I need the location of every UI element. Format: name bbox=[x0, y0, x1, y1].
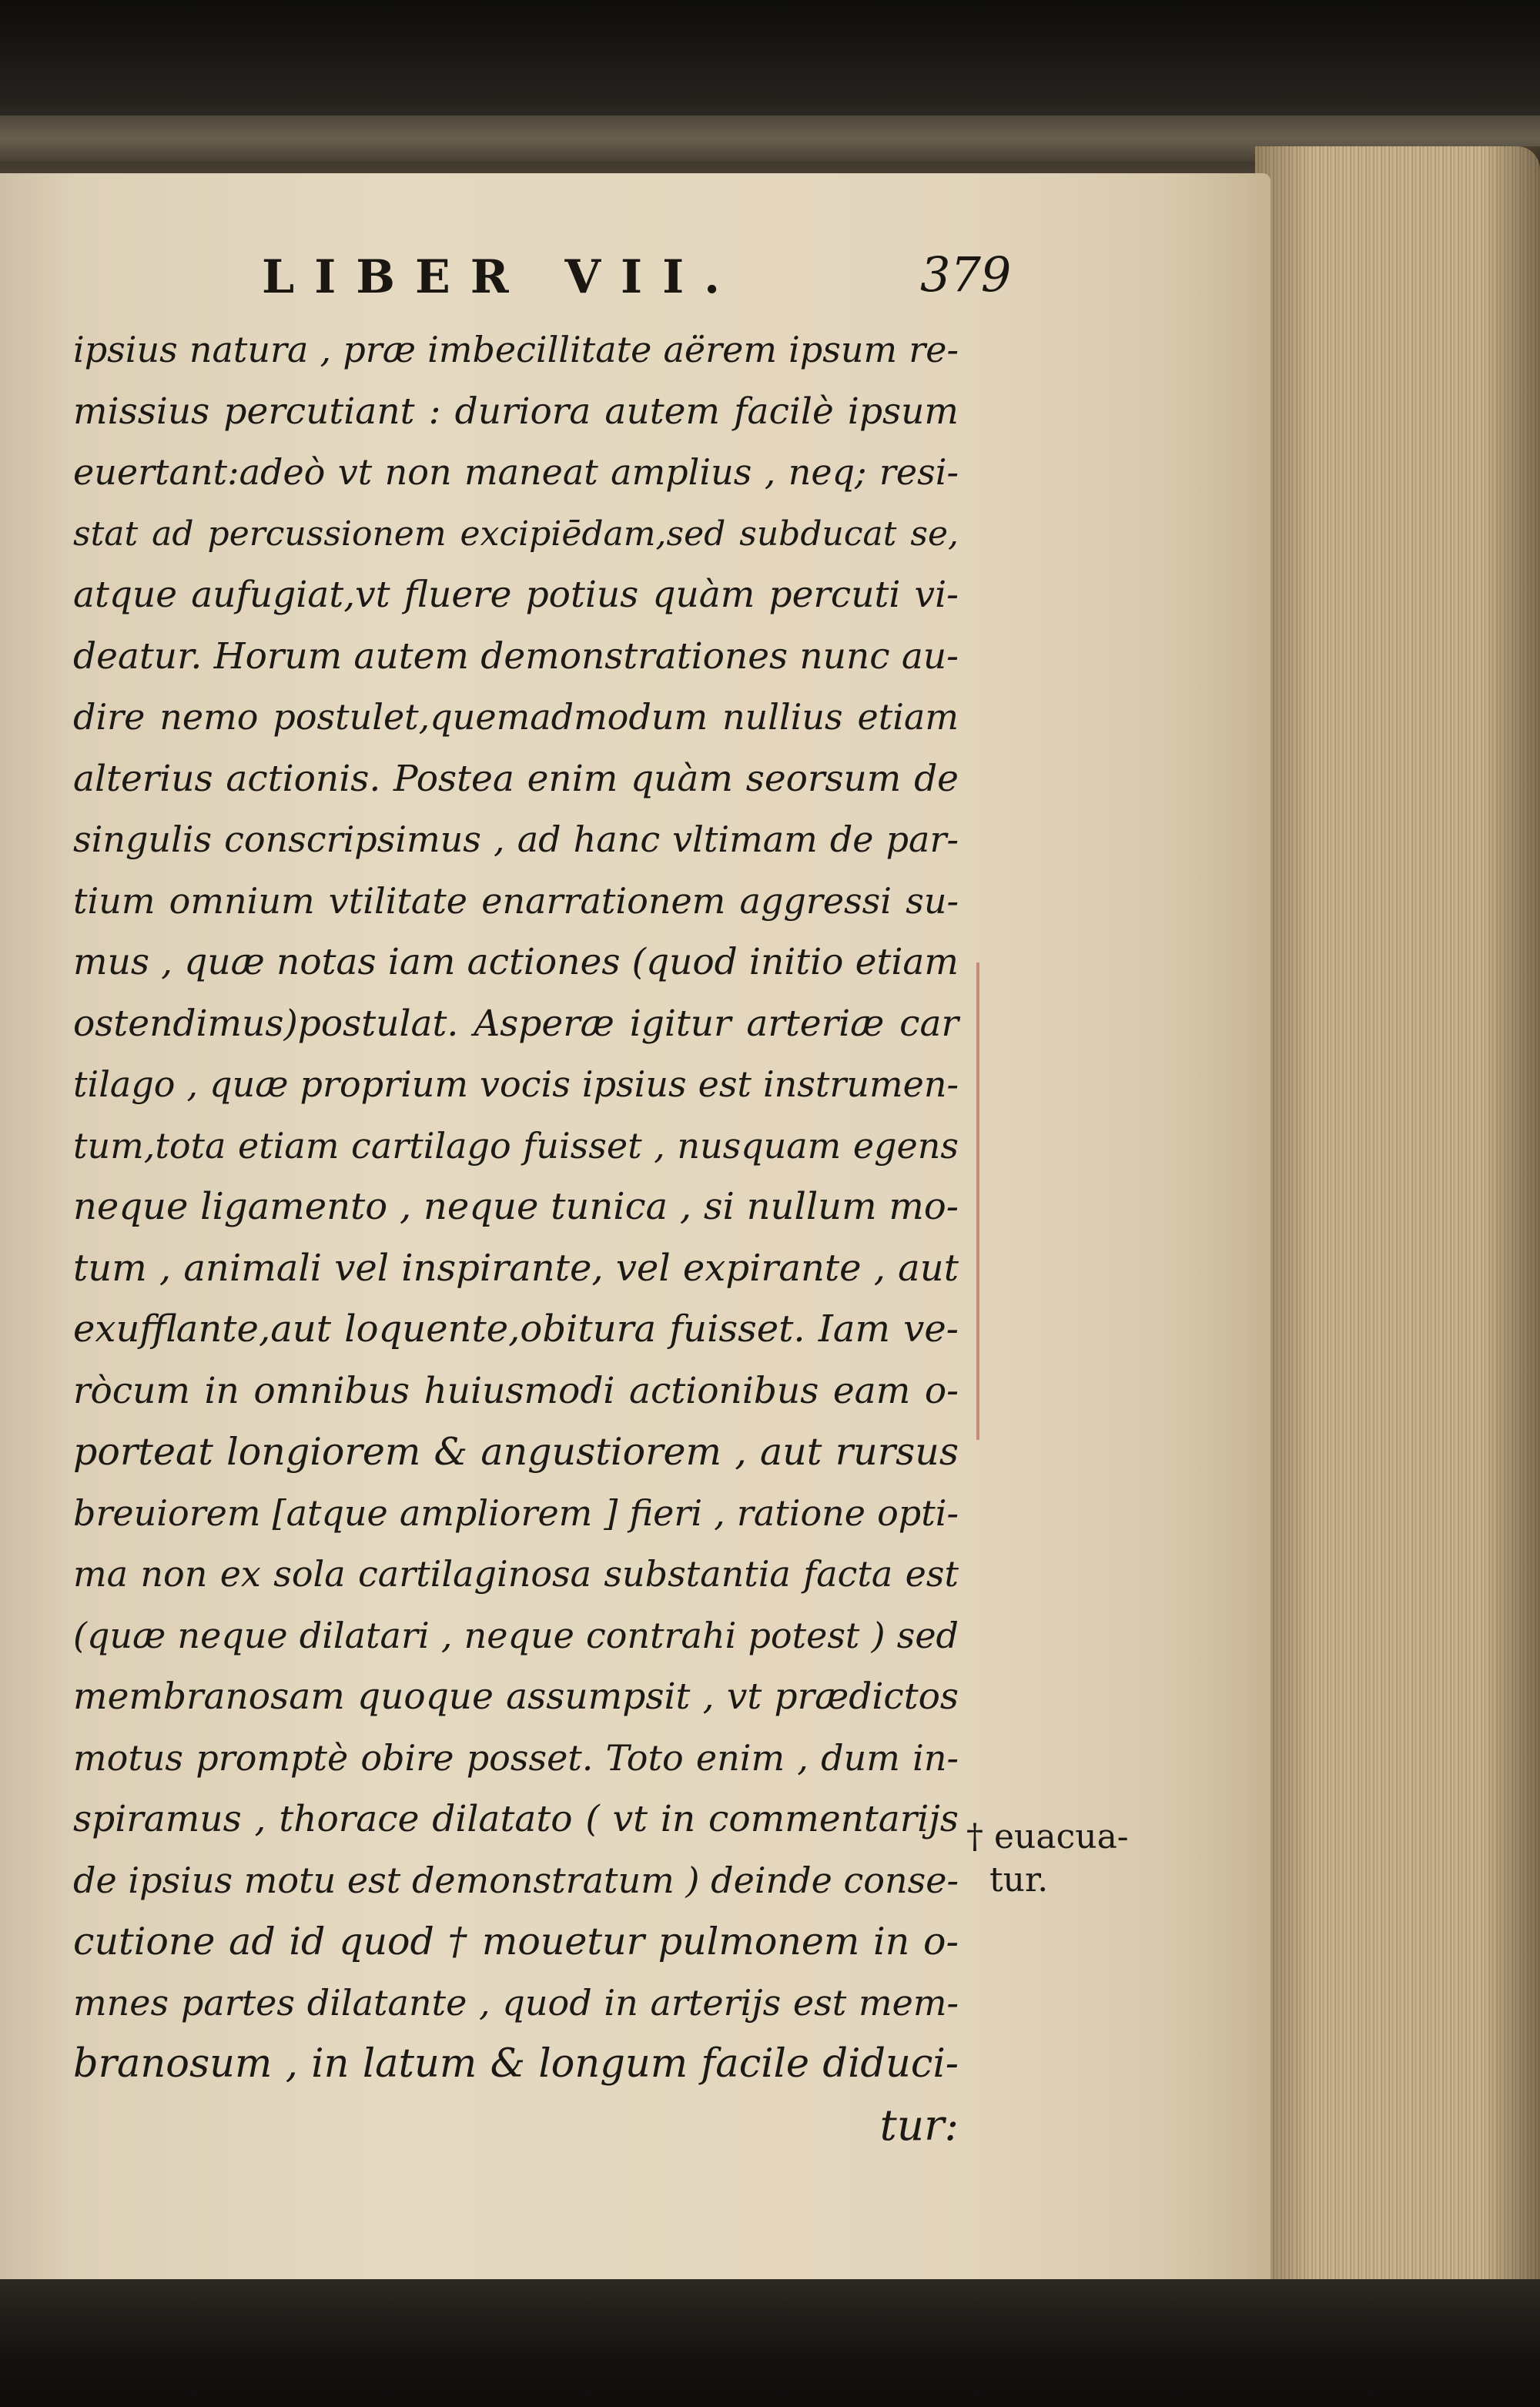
text-line: tum,tota etiam cartilago fuisset , nusquam egens bbox=[73, 1124, 959, 1167]
page-number: 379 bbox=[920, 246, 1012, 303]
marginal-note-line: tur. bbox=[989, 1860, 1049, 1900]
text-line: dire nemo postulet,quemadmodum nullius etiam bbox=[73, 696, 959, 738]
text-line: ròcum in omnibus huiusmodi actionibus eam o- bbox=[73, 1369, 959, 1412]
text-line: neque ligamento , neque tunica , si nullum mo- bbox=[73, 1185, 959, 1228]
text-line: alterius actionis. Postea enim quàm seorsum de bbox=[73, 757, 959, 800]
text-line: tum , animali vel inspirante, vel expirante , aut bbox=[73, 1246, 959, 1290]
text-line: ostendimus)postulat. Asperæ igitur arteriæ car bbox=[73, 1002, 959, 1045]
red-margin-mark bbox=[976, 962, 979, 1440]
bottom-shadow bbox=[0, 2279, 1540, 2407]
text-line: membranosam quoque assumpsit , vt prædictos bbox=[73, 1676, 959, 1718]
text-line: ma non ex sola cartilaginosa substantia facta est bbox=[73, 1553, 959, 1595]
text-line: atque aufugiat,vt fluere potius quàm percuti vi- bbox=[73, 574, 959, 616]
text-line: deatur. Horum autem demonstrationes nunc au- bbox=[73, 634, 959, 678]
text-line: singulis conscripsimus , ad hanc vltimam de par- bbox=[73, 819, 959, 860]
running-head: LIBER VII. bbox=[262, 250, 741, 304]
text-line: mnes partes dilatante , quod in arterijs est mem- bbox=[73, 1981, 959, 2024]
text-line: breuiorem [atque ampliorem ] fieri , ratione opti- bbox=[73, 1491, 959, 1534]
text-line: motus promptè obire posset. Toto enim , dum in- bbox=[73, 1736, 959, 1779]
body-text bbox=[73, 320, 959, 2156]
text-line: tium omnium vtilitate enarrationem aggressi su- bbox=[73, 879, 959, 922]
text-line: missius percutiant : duriora autem facilè ipsum bbox=[73, 390, 959, 433]
text-line: mus , quæ notas iam actiones (quod initio etiam bbox=[73, 941, 959, 983]
text-line: euertant:adeò vt non maneat amplius , neq; resi- bbox=[73, 451, 959, 493]
page-edges-shade bbox=[1255, 146, 1540, 2295]
text-line: cutione ad id quod † mouetur pulmonem in o- bbox=[73, 1920, 959, 1963]
text-line: stat ad percussionem excipiēdam,sed subducat se, bbox=[73, 514, 959, 554]
text-line: tilago , quæ proprium vocis ipsius est instrumen- bbox=[73, 1063, 959, 1105]
text-line: exufflante,aut loquente,obitura fuisset. Iam ve- bbox=[73, 1307, 959, 1351]
text-line: (quæ neque dilatari , neque contrahi potest ) sed bbox=[73, 1614, 959, 1656]
text-line: ipsius natura , præ imbecillitate aërem ipsum re- bbox=[73, 329, 959, 370]
marginal-note-line: † euacua- bbox=[966, 1817, 1129, 1856]
text-line: spiramus , thorace dilatato ( vt in commentarijs bbox=[73, 1798, 959, 1840]
text-line-catchword: tur: bbox=[879, 2100, 959, 2150]
marginal-note bbox=[966, 1816, 1129, 1902]
text-line: porteat longiorem & angustiorem , aut rursus bbox=[73, 1430, 959, 1474]
text-line: branosum , in latum & longum facile diduci- bbox=[73, 2041, 959, 2087]
text-line: de ipsius motu est demonstratum ) deinde conse- bbox=[73, 1859, 959, 1901]
